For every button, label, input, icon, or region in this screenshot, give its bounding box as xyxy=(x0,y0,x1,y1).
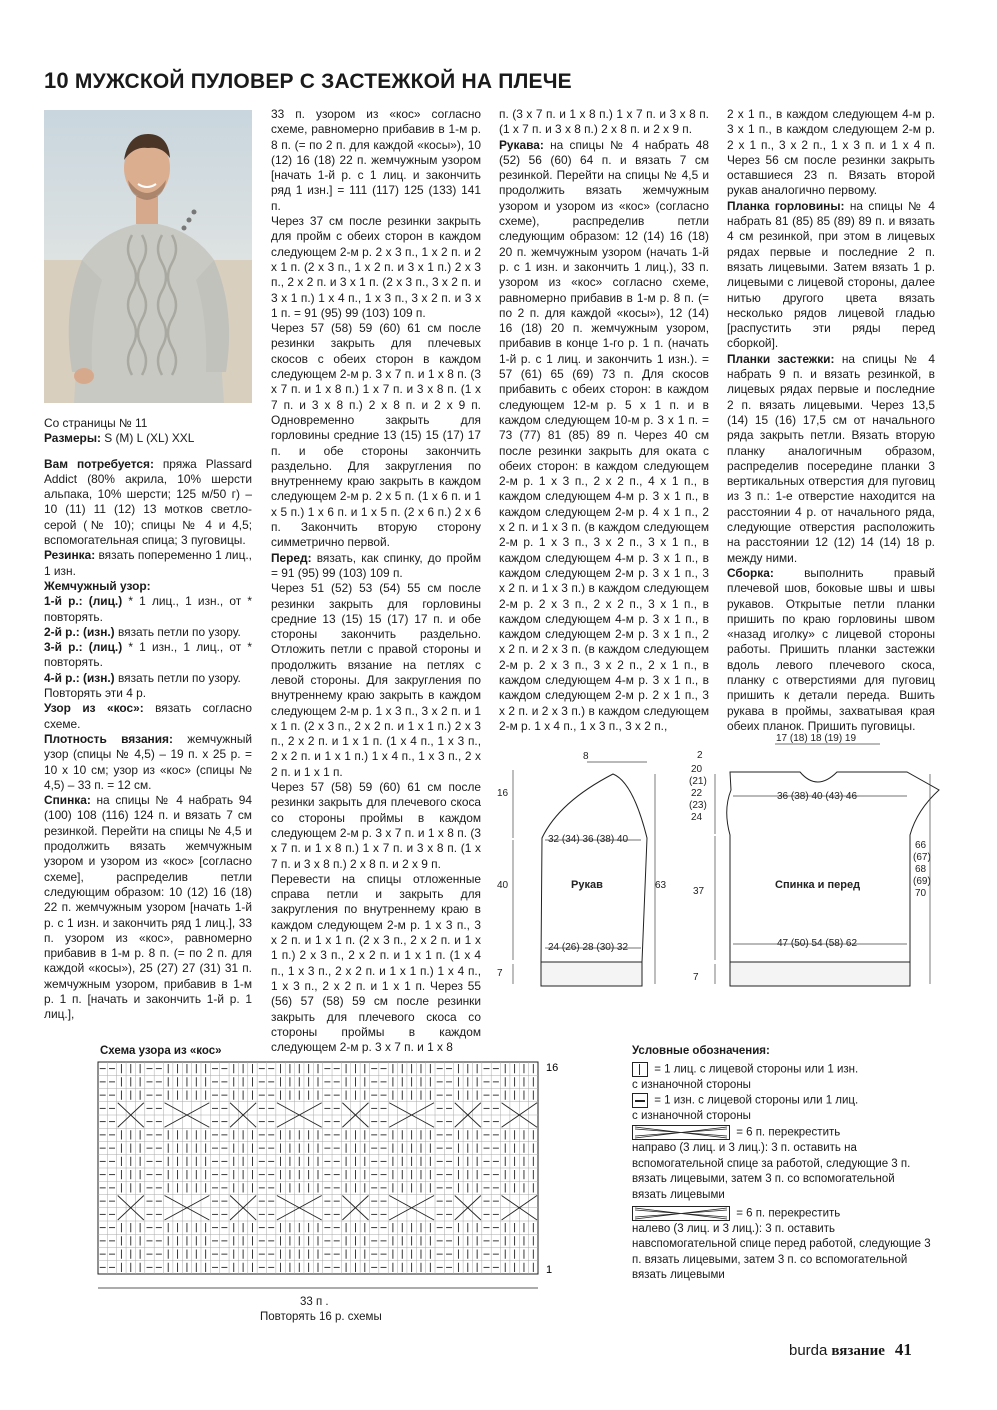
sleeve-label: Рукав xyxy=(571,879,603,891)
chart-repeat-label: Повторять 16 р. схемы xyxy=(260,1311,382,1323)
legend-title: Условные обозначения: xyxy=(632,1045,770,1057)
text-column-1 xyxy=(44,416,252,1023)
knit-symbol-icon xyxy=(632,1062,648,1077)
legend-item-knit xyxy=(632,1062,932,1094)
assembly-text: выполнить правый плечевой шов, боковые швы и швы рукавов. Открытые петли планки пришить по краю горловины швом «назад иголку» с лицевой стороны работы. Пришить планки застежки вдоль левого плечевого скоса, планку с отверстиями для пуговиц пришить к детали переда. Вшить рукава в проймы, захватывая края обеих планок. Пришить пуговицы. xyxy=(727,565,935,733)
page-number: 41 xyxy=(894,1340,912,1359)
sizes-text: S (M) L (XL) XXL xyxy=(100,431,195,446)
legend-item-purl xyxy=(632,1093,932,1125)
paragraph: п. (3 x 7 п. и 1 x 8 п.) 1 x 7 п. и 3 x 8 п. (1 x 7 п. и 3 x 8 п.) 2 x 8 п. и 2 x 9 п. xyxy=(499,107,709,137)
cable-label: Узор из «кос»: xyxy=(44,701,144,716)
cable-right-symbol-icon xyxy=(632,1125,730,1140)
rib-text: вязать попеременно 1 лиц., 1 изн. xyxy=(44,548,252,578)
total-length-3: (69) xyxy=(913,876,931,887)
gauge-label: Плотность вязания: xyxy=(44,731,173,746)
chart-row-top-label: 16 xyxy=(546,1062,559,1074)
paragraph: 2 x 1 п., в каждом следующем 4-м р. 3 x 1 п., в каждом следующем 2-м р. 2 x 1 п., 3 x 2 п., 1 x 3 п. и 1 x 4 п. Через 56 см после резинки закрыть оставшиеся 23 п. Вязать второй рукав аналогично первому. xyxy=(727,107,935,198)
chart-row-bottom-label: 1 xyxy=(546,1264,553,1276)
page-title xyxy=(44,68,572,94)
fastener-label: Планки застежки: xyxy=(727,351,835,366)
row1-label: 1-й р.: (лиц.) xyxy=(44,594,123,609)
repeat-note: Повторять эти 4 р. xyxy=(44,686,147,701)
legend-text: = 1 изн. с лицевой стороны или 1 лиц. xyxy=(651,1094,859,1107)
sleeve-total-length: 63 xyxy=(655,880,667,891)
row3-text: * 1 изн., 1 лиц., от * повторять. xyxy=(44,640,252,670)
pattern-title: МУЖСКОЙ ПУЛОВЕР С ЗАСТЕЖКОЙ НА ПЛЕЧЕ xyxy=(74,70,572,93)
sweater-photo-illustration xyxy=(44,110,252,403)
text-column-3 xyxy=(499,107,709,734)
back-text: на спицы № 4 набрать 94 (100) 108 (116) 124 п. и вязать 7 см резинкой. Перейти на спицы № 4,5 и продолжить вязать жемчужным узором и узором из «кос» [согласно схеме], распределив петли следующим образом: 10 (12) 16 (18) 22 п. жемчужным узором [начать 1-й р. с 1 изн. и закончить ряд 1 лиц.], 33 п. узором из «кос», равномерно прибавив в 1-м р. 8 п. (= по 2 п. для каждой «косы»), 25 (27) 27 (31) 31 п. жемчужным узором, прибавив в 1-м р. 1 п. [начать и закончить 1-й р. 1 лиц.], xyxy=(44,793,252,1022)
total-length-4: 70 xyxy=(915,888,927,899)
sleeve-lower-width: 24 (26) 28 (30) 32 xyxy=(548,942,629,953)
body-label: Спинка и перед xyxy=(775,879,861,891)
sleeve-length: 40 xyxy=(497,880,509,891)
materials-label: Вам потребуется: xyxy=(44,456,154,471)
sleeve-top-width: 8 xyxy=(583,751,589,762)
cable-chart xyxy=(90,1058,570,1328)
row4-text: вязать петли по узору. xyxy=(114,670,241,685)
legend-text: с изнаночной стороны xyxy=(632,1110,751,1123)
sleeve-text: на спицы № 4 набрать 48 (52) 56 (60) 64 п. и вязать 7 см резинкой. Перейти на спицы № 4,5 и продолжить вязать жемчужным узором и узором из «кос» (согласно схеме), распределив петли следующим образом: 12 (14) 16 (18) 20 п. жемчужным узором (начать 1-й р. с 1 изн. и закончить 1 лиц.), 33 п. узором из «кос» согласно схеме, равномерно прибавив в 1-м р. 8 п. (= по 2 п. для каждой «косы»), 12 (14) 16 (18) 20 п. жемчужным узором, прибавив в конце 1-го р. 1 п. (начать 1-й р. с 1 лиц. и закончить 1 изн.). = 57 (61) 65 (69) 73 п. Для скосов прибавить с обеих сторон: в каждом следующем 12-м р. 5 x 1 п. и в каждом следующем 10-м р. 3 x 1 п. = 73 (77) 81 (85) 89 п. Через 40 см после резинки закрыть для оката с обеих сторон: в каждом следующем 2-м р. 1 x 3 п., 2 x 2 п., 4 x 1 п., в каждом следующем 4-м р. 3 x 1 п., в каждом следующем 2-м р. 4 x 1 п., 2 x 2 п. и 1 x 3 п. (в каждом следующем 2-м р. 1 x 3 п., 3 x 2 п., 3 x 1 п., в каждом следующем 4-м р. 3 x 1 п., в каждом следующем 2-м р. 3 x 1 п., 3 x 2 п. и 1 x 3 п.) в каждом следующем 2-м р. 2 x 3 п., 2 x 2 п., 3 x 1 п., в каждом следующем 4-м р. 3 x 1 п., в каждом следующем 2-м р. 3 x 1 п., 2 x 2 п. и 2 x 3 п. (в каждом следующем 2-м р. 2 x 3 п., 3 x 2 п., 2 x 1 п., в каждом следующем 4-м р. 3 x 1 п., в каждом следующем 2-м р. 2 x 1 п., 3 x 2 п. и 2 x 3 п.) в каждом следующем 2-м р. 1 x 4 п., 1 x 3 п., 3 x 2 п., xyxy=(499,137,709,733)
row3-label: 3-й р.: (лиц.) xyxy=(44,640,123,655)
fastener-text: на спицы № 4 набрать 9 п. и вязать резинкой, в лицевых рядах первые и последние 2 п. вязать лицевыми. Через 13,5 (14) 15 (16) 17,5 см от начального ряда закрыть петли. Вязать вторую планку аналогичным образом, распределив посередине планки 3 вертикальных отверстия для пуговиц из 3 п.: 1-е отверстие находится на расстоянии 4 р. от начального ряда, следующие отверстия расположить на расстоянии 12 (12) 14 (14) 18 р. между ними. xyxy=(727,351,935,565)
shoulder-value-3: 22 xyxy=(691,788,703,799)
row4-label: 4-й р.: (изн.) xyxy=(44,670,115,685)
legend-text: = 1 лиц. с лицевой стороны или 1 изн. xyxy=(651,1063,859,1076)
cable-text: вязать согласно схеме. xyxy=(44,701,252,731)
sleeve-upper-width: 32 (34) 36 (38) 40 xyxy=(548,834,629,845)
materials-text: пряжа Plassard Addict (80% акрила, 10% шерсти альпака, 10% шерсти; 125 м/50 г) – 10 (11) 11 (12) 13 мотков светло-серой (№ 10); спицы № 4 и 4,5; вспомогательная спица; 3 пуговицы. xyxy=(44,456,252,548)
legend-text: направо (3 лиц. и 3 лиц.): 3 п. оставить на вспомогательной спице за работой, следующие 3 п. вязать лицевыми, затем 3 п. со вспомогательной вязать лицевыми xyxy=(632,1142,911,1201)
legend-text: с изнаночной стороны xyxy=(632,1078,751,1091)
body-length: 37 xyxy=(693,886,705,897)
total-length-1: (67) xyxy=(913,852,931,863)
paragraph: Через 51 (52) 53 (54) 55 см после резинки закрыть для горловины средние 13 (15) 15 (17) 17 п. и обе стороны закончить раздельно. Отложить петли с правой стороны и продолжить вязание на петлях с левой стороны. Для закругления по внутреннему краю закрыть в каждом следующем 2-м р. 1 x 3 п., 3 x 2 п. и 1 x 1 п. (2 x 3 п., 2 x 2 п. и 1 x 1 п.) 2 x 3 п., 2 x 2 п. и 1 x 1 п. (1 x 4 п., 1 x 3 п., 2 x 2 п. и 1 x 1 п.) 1 x 4 п., 1 x 3 п., 2 x 2 п. и 1 x 1 п. xyxy=(271,581,481,779)
source-note: Со страницы № 11 xyxy=(44,416,148,430)
shoulder-value-0: 2 xyxy=(697,750,703,761)
body-lower-width: 47 (50) 54 (58) 62 xyxy=(777,938,858,949)
neck-width: 17 (18) 18 (19) 19 xyxy=(776,733,857,744)
body-upper-width: 36 (38) 40 (43) 46 xyxy=(777,791,858,802)
magazine-name: вязание xyxy=(831,1343,885,1359)
sleeve-rib-height: 7 xyxy=(497,968,503,979)
chart-title: Схема узора из «кос» xyxy=(100,1045,222,1057)
gauge-text: жемчужный узор (спицы № 4,5) – 19 п. x 25 р. = 10 x 10 см; узор из «кос» (спицы № 4,5) – 33 п. = 12 см. xyxy=(44,731,253,792)
paragraph: Перевести на спицы отложенные справа петли и закрыть для закругления по внутреннему краю в каждом следующем 2-м р. 1 x 3 п., 3 x 2 п. и 1 x 1 п. (2 x 3 п., 2 x 2 п. и 1 x 1 п.) 2 x 3 п., 2 x 2 п. и 1 x 1 п. (1 x 4 п., 1 x 3 п., 2 x 2 п. и 1 x 1 п.) 1 x 4 п., 1 x 3 п., 2 x 2 п. и 1 x 1 п. Через 55 (56) 57 (58) 59 см после резинки закрыть для плечевого скоса со стороны проймы в каждом следующем 2-м р. 3 x 7 п. и 1 x 8 xyxy=(271,871,481,1055)
neckband-text: на спицы № 4 набрать 81 (85) 85 (89) 89 п. и вязать 4 см резинкой, при этом в лицевых рядах первые и последние 2 п. вязать лицевыми. Затем вязать 1 р. лицевыми с лицевой стороны, далее нитью другого цвета вязать несколько рядов лицевой гладью [распустить эти ряды перед сборкой]. xyxy=(727,198,935,351)
sleeve-cap-height: 16 xyxy=(497,788,509,799)
row2-text: вязать петли по узору. xyxy=(114,624,241,639)
assembly-label: Сборка: xyxy=(727,565,774,580)
text-column-2 xyxy=(271,107,481,1055)
chart-grid xyxy=(98,1062,538,1288)
measurement-diagram xyxy=(495,730,945,1000)
paragraph: Через 37 см после резинки закрыть для пройм с обеих сторон в каждом следующем 2-м р. 2 x 3 п., 1 x 2 п. и 2 x 1 п. (2 x 3 п., 1 x 2 п. и 3 x 1 п.) 2 x 3 п., 2 x 2 п. и 3 x 1 п. (2 x 3 п., 3 x 2 п. и 3 x 1 п.) 1 x 4 п., 1 x 3 п., 3 x 2 п. и 3 x 1 п. = 91 (95) 99 (103) 109 п. xyxy=(271,214,481,320)
page-footer xyxy=(789,1340,912,1360)
back-label: Спинка: xyxy=(44,793,91,808)
paragraph: Через 57 (58) 59 (60) 61 см после резинки закрыть для плечевого скоса со стороны проймы в каждом следующем 2-м р. 3 x 7 п. и 1 x 8 п. (3 x 7 п. и 1 x 8 п.) 1 x 7 п. и 3 x 8 п. (1 x 7 п. и 3 x 8 п.) 2 x 8 п. и 2 x 9 п. xyxy=(271,780,481,871)
total-length-0: 66 xyxy=(915,840,927,851)
legend-text: = 6 п. перекрестить xyxy=(733,1126,841,1139)
model-photo xyxy=(44,110,252,403)
legend-item-cable-right xyxy=(632,1125,932,1204)
rib-label: Резинка: xyxy=(44,548,96,563)
legend-item-cable-left xyxy=(632,1206,932,1285)
front-text: вязать, как спинку, до пройм = 91 (95) 99 (103) 109 п. xyxy=(271,550,481,580)
shoulder-value-1: 20 xyxy=(691,764,703,775)
shoulder-value-5: 24 xyxy=(691,812,703,823)
brand-name: burda xyxy=(789,1342,828,1359)
text-column-4 xyxy=(727,107,935,734)
cable-left-symbol-icon xyxy=(632,1206,730,1221)
shoulder-value-2: (21) xyxy=(689,776,707,787)
row1-text: * 1 лиц., 1 изн., от * повторять. xyxy=(44,594,252,624)
pearl-label: Жемчужный узор: xyxy=(44,578,151,593)
body-rib-height: 7 xyxy=(693,972,699,983)
chart-stitches-label: 33 п . xyxy=(300,1296,329,1308)
sleeve-label: Рукава: xyxy=(499,137,544,152)
pattern-number: 10 xyxy=(44,68,69,93)
total-length-2: 68 xyxy=(915,864,927,875)
paragraph: 33 п. узором из «кос» согласно схеме, равномерно прибавив в 1-м р. 8 п. (= по 2 п. для каждой «косы»), 10 (12) 16 (18) 22 п. жемчужным узором [начать 1-й р. с 1 лиц. и закончить ряд 1 изн.] = 111 (117) 125 (133) 141 п. xyxy=(271,107,481,213)
neckband-label: Планка горловины: xyxy=(727,198,845,213)
front-label: Перед: xyxy=(271,550,312,565)
row2-label: 2-й р.: (изн.) xyxy=(44,624,115,639)
legend-text: = 6 п. перекрестить xyxy=(733,1207,841,1220)
sleeve-outline xyxy=(541,774,647,962)
paragraph: Через 57 (58) 59 (60) 61 см после резинки закрыть для плечевых скосов с обеих сторон в каждом следующем 2-м р. 3 x 7 п. и 1 x 8 п. (3 x 7 п. и 1 x 8 п.) 1 x 7 п. и 3 x 8 п. (1 x 7 п. и 3 x 8 п.) 2 x 8 п. и 2 x 9 п. Одновременно закрыть для горловины средние 13 (15) 15 (17) 17 п. и обе стороны закончить раздельно. Для закругления по внутреннему краю закрыть в каждом следующем 2-м р. 2 x 5 п. (1 x 6 п. и 1 x 5 п.) 1 x 6 п. и 1 x 5 п. (2 x 6 п.) 2 x 6 п. Закончить вторую сторону симметрично первой. xyxy=(271,321,481,550)
purl-symbol-icon xyxy=(632,1093,648,1108)
legend xyxy=(632,1044,932,1284)
legend-text: налево (3 лиц. и 3 лиц.): 3 п. оставить навспомогательной спице перед работой, следующие 3 п. вязать лицевыми, затем 3 п. со вспомогательной вязать лицевыми xyxy=(632,1222,931,1282)
sizes-label: Размеры: xyxy=(44,431,101,446)
shoulder-value-4: (23) xyxy=(689,800,707,811)
